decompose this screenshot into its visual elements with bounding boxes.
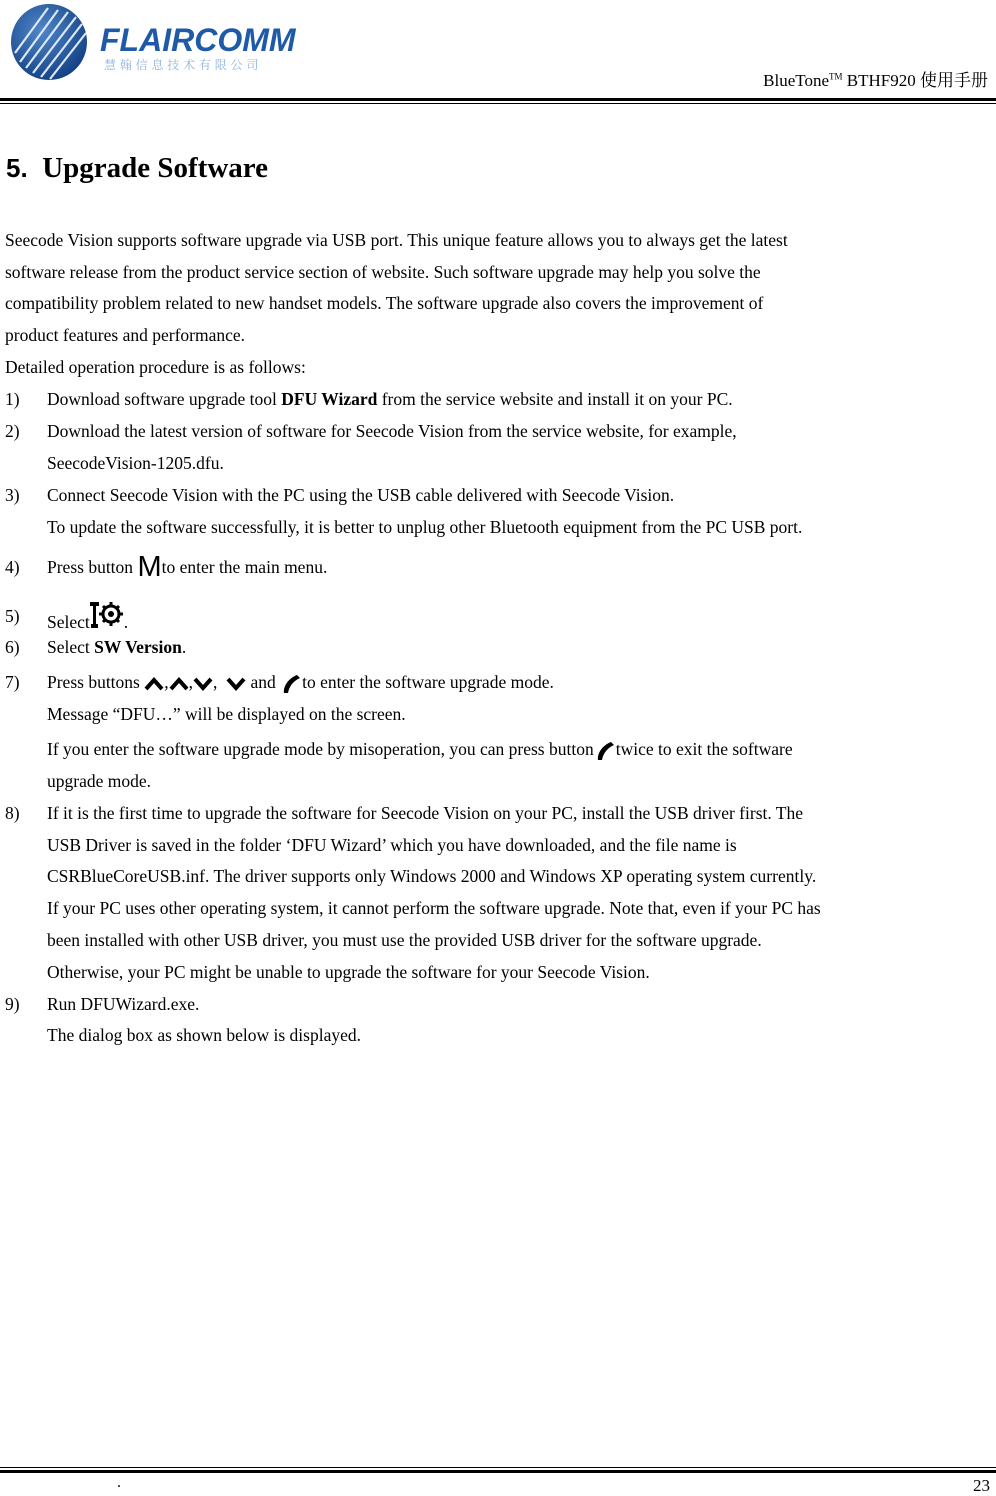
step-3-line: Connect Seecode Vision with the PC using the USB cable delivered with Seecode Vision.	[47, 485, 675, 505]
up-arrow-icon	[144, 677, 164, 691]
step-number: 8)	[5, 803, 20, 823]
step-number: 5)	[5, 606, 20, 626]
step-number: 6)	[5, 637, 20, 657]
step-5: Select .	[47, 600, 128, 632]
intro-line: product features and performance.	[5, 325, 246, 345]
down-arrow-icon	[193, 677, 213, 691]
step-number: 1)	[5, 389, 20, 409]
header-rule-thick	[0, 98, 996, 101]
step-number: 2)	[5, 421, 20, 441]
step-number: 7)	[5, 672, 20, 692]
step-number: 4)	[5, 557, 20, 577]
up-arrow-icon	[169, 677, 189, 691]
footer-rule-thick	[0, 1470, 996, 1473]
step-7-line: If you enter the software upgrade mode by misoperation, you can press button twice to exit the software	[47, 733, 793, 765]
step-4: Press button Mto enter the main menu.	[47, 551, 328, 583]
step-8-line: USB Driver is saved in the folder ‘DFU Wizard’ which you have downloaded, and the file name is	[47, 835, 737, 855]
step-8-line: If your PC uses other operating system, it cannot perform the software upgrade. Note that, even if your PC has	[47, 898, 821, 918]
m-button-glyph: M	[137, 551, 162, 583]
phone-icon	[594, 740, 616, 762]
step-7-line: Message “DFU…” will be displayed on the screen.	[47, 704, 406, 724]
step-7-line: Press buttons , , , and to enter the software upgrade mode.	[47, 666, 554, 698]
step-2-line: Download the latest version of software for Seecode Vision from the service website, for example,	[47, 421, 737, 441]
step-8-line: CSRBlueCoreUSB.inf. The driver supports only Windows 2000 and Windows XP operating system currently.	[47, 866, 817, 886]
step-9-line: The dialog box as shown below is displayed.	[47, 1025, 361, 1045]
footer-mark: .	[117, 1474, 121, 1491]
svg-text:慧 翰 信 息 技 术 有 限 公 司: 慧 翰 信 息 技 术 有 限 公 司	[104, 58, 259, 72]
step-8-line: If it is the first time to upgrade the software for Seecode Vision on your PC, install the USB driver first. The	[47, 803, 804, 823]
step-3-line: To update the software successfully, it is better to unplug other Bluetooth equipment from the PC USB port.	[47, 517, 803, 537]
settings-tools-icon	[90, 600, 124, 630]
down-arrow-icon	[226, 677, 246, 691]
intro-line: compatibility problem related to new handset models. The software upgrade also covers the improvement of	[5, 293, 764, 313]
step-6: Select SW Version.	[47, 637, 187, 657]
document-title: BlueTone™ BTHF920 使用手册	[763, 71, 988, 90]
page-header	[0, 0, 996, 106]
step-8-line: been installed with other USB driver, you must use the provided USB driver for the software upgrade.	[47, 930, 762, 950]
footer-rule-thin	[0, 1467, 996, 1468]
step-number: 9)	[5, 994, 20, 1014]
step-1: Download software upgrade tool DFU Wizard from the service website and install it on your PC.	[47, 389, 733, 409]
step-8-line: Otherwise, your PC might be unable to upgrade the software for your Seecode Vision.	[47, 962, 650, 982]
step-2-line: SeecodeVision-1205.dfu.	[47, 453, 224, 473]
intro-line: Seecode Vision supports software upgrade via USB port. This unique feature allows you to always get the latest	[5, 230, 788, 250]
phone-icon	[280, 673, 302, 695]
intro-line: Detailed operation procedure is as follows:	[5, 357, 306, 377]
intro-line: software release from the product service section of website. Such software upgrade may help you solve the	[5, 262, 761, 282]
page-number: 23	[973, 1476, 990, 1495]
step-number: 3)	[5, 485, 20, 505]
step-7-line: upgrade mode.	[47, 771, 151, 791]
svg-text:FLAIRCOMM: FLAIRCOMM	[100, 22, 296, 58]
header-rule-thin	[0, 103, 996, 104]
flaircomm-logo	[6, 2, 306, 82]
step-9-line: Run DFUWizard.exe.	[47, 994, 200, 1014]
section-heading: 5. Upgrade Software	[6, 152, 268, 184]
